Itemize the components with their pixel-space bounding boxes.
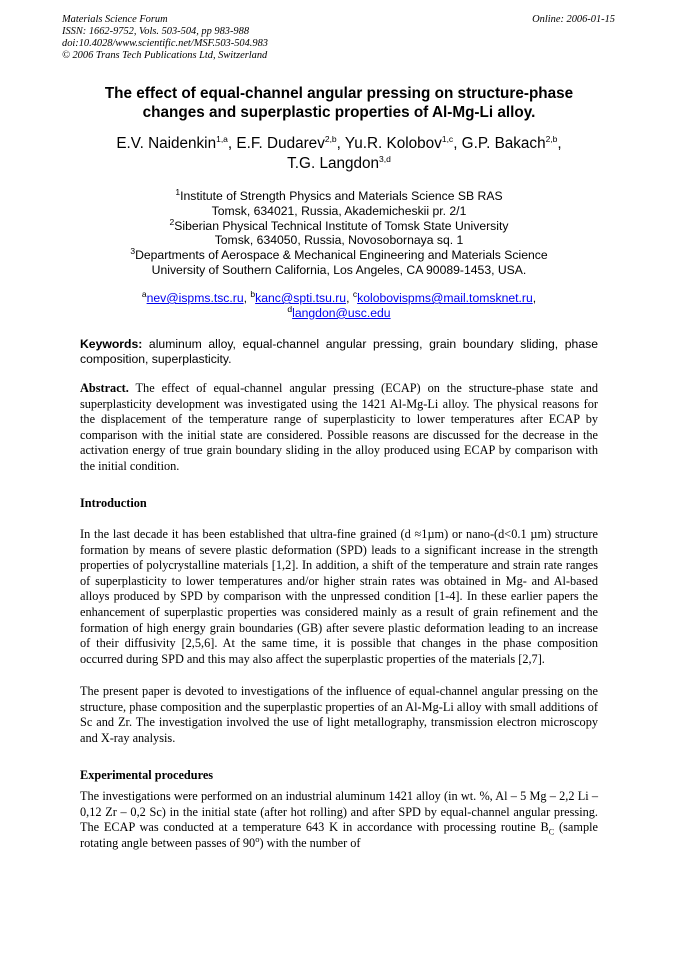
affiliation bbox=[80, 186, 598, 204]
email-sup: c bbox=[352, 288, 358, 299]
email-link-a[interactable]: nev@ispms.tsc.ru bbox=[146, 291, 244, 305]
email-sup: b bbox=[250, 288, 256, 299]
author-name: , Yu.R. Kolobov bbox=[336, 135, 442, 152]
affiliation-address: Tomsk, 634021, Russia, Akademicheskii pr. 2/1 bbox=[211, 203, 467, 218]
affiliation-line: Siberian Physical Technical Institute of Tomsk State University bbox=[174, 218, 509, 233]
copyright: © 2006 Trans Tech Publications Ltd, Switzerland bbox=[62, 50, 268, 61]
keywords-text: aluminum alloy, equal-channel angular pressing, grain boundary sliding, phase composition, superplasticity. bbox=[80, 337, 598, 366]
journal-header bbox=[62, 14, 422, 62]
email-separator: , bbox=[532, 291, 537, 305]
email-link-b[interactable]: kanc@spti.tsu.ru bbox=[255, 291, 347, 305]
author-name: E.V. Naidenkin bbox=[116, 135, 217, 152]
affiliation-sup: 2 bbox=[169, 216, 175, 227]
email-list bbox=[80, 288, 598, 321]
author-sup: 2,b bbox=[324, 133, 337, 144]
affiliation-sup: 3 bbox=[130, 246, 136, 257]
affiliation bbox=[80, 216, 598, 234]
introduction-paragraph: In the last decade it has been established that ultra-fine grained (d ≈1µm) or nano-(d<0.1 µm) structure formation by means of severe plastic deformation (SPD) leads to a significant increase in the strength properties of polycrystalline materials [1,2]. In addition, a shift of the temperature and strain rate ranges of superplasticity to lower temperatures and/or higher strain rates was obtained in Mg- and Al-based alloys produced by SPD by comparison with the unpressed condition [1-4]. In these earlier papers the enhancement of superplastic properties was considered mainly as a result of grain refinement and the formation of high energy grain boundaries (GB) after severe plastic deformation leading to an increase of their diffusivity [2,5,6]. At the same time, it is possible that changes in the phase composition occurred during SPD and this may also affect the superplastic properties of the materials [2,7]. bbox=[80, 527, 598, 666]
abstract bbox=[80, 381, 598, 475]
issn: ISSN: 1662-9752, Vols. 503-504, pp 983-988 bbox=[62, 26, 250, 37]
author-name: T.G. Langdon bbox=[287, 155, 380, 172]
paper-title: The effect of equal-channel angular pressing on structure-phase changes and superplastic properties of Al-Mg-Li alloy. bbox=[104, 85, 574, 121]
affiliation-address: Tomsk, 634050, Russia, Novosobornaya sq. 1 bbox=[214, 233, 464, 248]
email-sup: a bbox=[141, 288, 147, 299]
text-run: (sample rotating angle between passes of 90 bbox=[80, 820, 598, 850]
email-link-d[interactable]: langdon@usc.edu bbox=[292, 305, 391, 320]
experimental-paragraph bbox=[80, 789, 598, 851]
email-separator: , bbox=[346, 291, 353, 305]
abstract-label: Abstract. bbox=[80, 381, 129, 395]
subscript: C bbox=[548, 826, 555, 837]
keywords bbox=[80, 337, 598, 366]
author-name: , G.P. Bakach bbox=[453, 135, 546, 152]
author-list bbox=[80, 134, 598, 174]
experimental-heading: Experimental procedures bbox=[80, 768, 214, 782]
affiliation-address: University of Southern California, Los Angeles, CA 90089-1453, USA. bbox=[151, 262, 527, 277]
affiliation-line: Departments of Aerospace & Mechanical Engineering and Materials Science bbox=[135, 248, 548, 263]
abstract-text: The effect of equal-channel angular pressing (ECAP) on the structure-phase state and superplasticity development was investigated using the 1421 Al-Mg-Li alloy. The physical reasons for the displacement of the temperature range of superplasticity to lower temperatures after ECAP by comparison with the initial state are considered. Possible reasons are discussed for the decrease in the activation energy of true grain boundary sliding in the alloy produced using ECAP by comparison with the initial condition. bbox=[80, 381, 598, 473]
affiliation-line: Institute of Strength Physics and Materials Science SB RAS bbox=[180, 189, 503, 203]
author-separator: , bbox=[557, 135, 562, 152]
email-link-c[interactable]: kolobovispms@mail.tomsknet.ru bbox=[357, 291, 533, 305]
introduction-heading: Introduction bbox=[80, 496, 147, 510]
author-sup: 3,d bbox=[379, 153, 391, 164]
email-sup: d bbox=[287, 303, 293, 314]
doi: doi:10.4028/www.scientific.net/MSF.503-504.983 bbox=[62, 38, 268, 49]
online-date: Online: 2006-01-15 bbox=[532, 14, 615, 25]
author-sup: 1,a bbox=[216, 133, 228, 144]
text-run: ) with the number of bbox=[259, 835, 361, 850]
introduction-paragraph: The present paper is devoted to investigations of the influence of equal-channel angular pressing on the structure, phase composition and the superplastic properties of an Al-Mg-Li alloy with small additions of Sc and Zr. The investigation involved the use of light metallography, transmission electron microscopy and X-ray analysis. bbox=[80, 684, 598, 745]
superscript: o bbox=[255, 833, 260, 844]
keywords-label: Keywords: bbox=[80, 337, 143, 351]
affiliation bbox=[80, 248, 598, 263]
affiliation-sup: 1 bbox=[175, 186, 181, 197]
author-sup: 1,c bbox=[441, 133, 454, 144]
affiliations bbox=[80, 186, 598, 278]
text-run: The investigations were performed on an industrial aluminum 1421 alloy (in wt. %, Al – 5 Mg – 2,2 Li – 0,12 Zr – 0,2 Sc) in the initial state (after hot rolling) and after SPD by equal-channel angular pressing. The ECAP was conducted at a temperature 643 K in accordance with processing routine B bbox=[80, 789, 598, 835]
author-name: , E.F. Dudarev bbox=[227, 135, 325, 152]
email-separator: , bbox=[243, 291, 251, 305]
author-sup: 2,b bbox=[545, 133, 558, 144]
journal-name: Materials Science Forum bbox=[62, 14, 168, 25]
